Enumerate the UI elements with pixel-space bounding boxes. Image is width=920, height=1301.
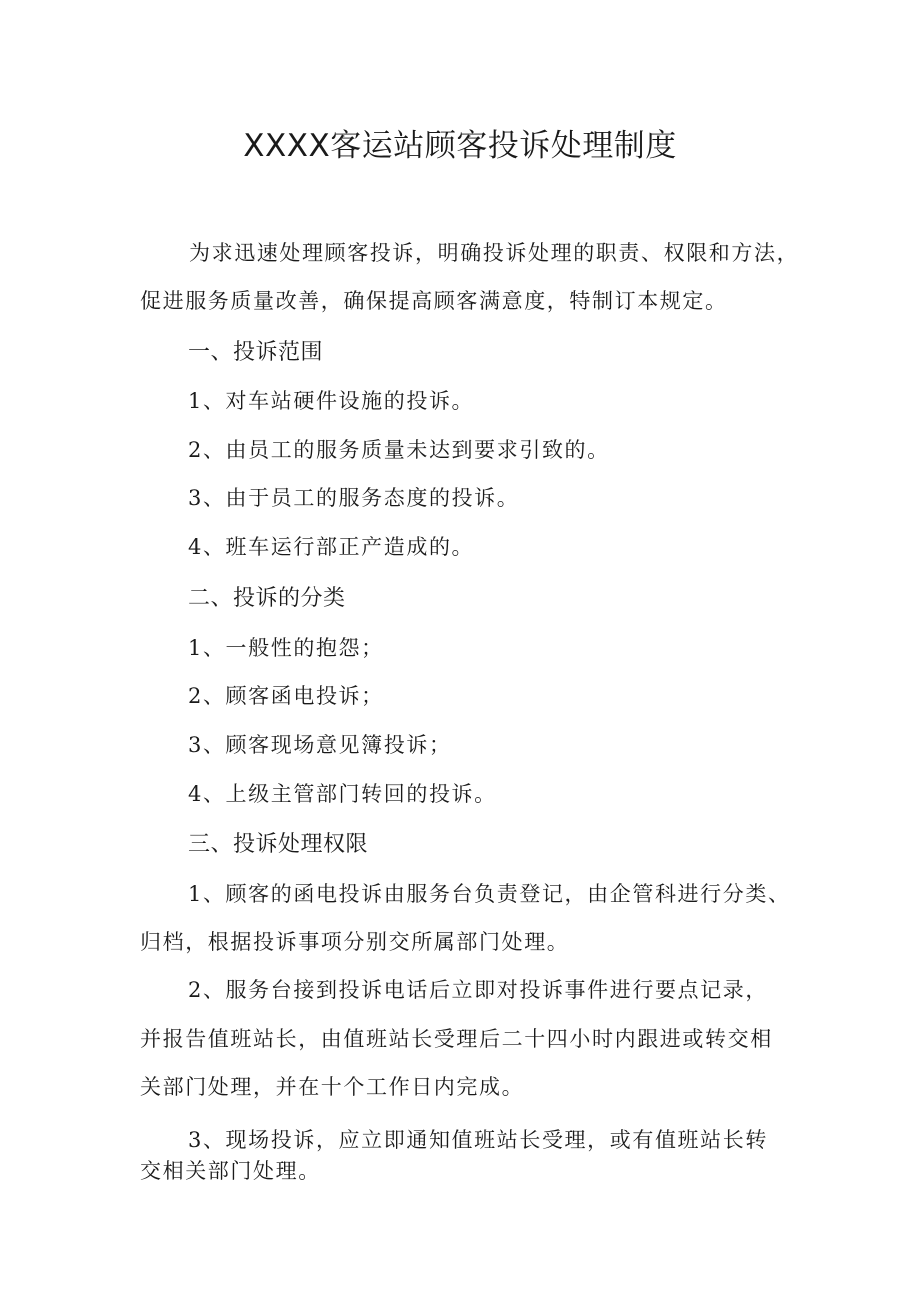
section-2-item-3: 3、顾客现场意见簿投诉； xyxy=(188,733,452,757)
section-2-item-1: 1、一般性的抱怨； xyxy=(188,636,384,660)
intro-line-2: 促进服务质量改善，确保提高顾客满意度，特制订本规定。 xyxy=(140,289,728,313)
section-2-heading: 二、投诉的分类 xyxy=(188,586,346,611)
section-2-item-2: 2、顾客函电投诉； xyxy=(188,684,384,708)
section-3-p1-line-2: 归档，根据投诉事项分别交所属部门处理。 xyxy=(140,930,570,954)
section-1-item-4: 4、班车运行部正产造成的。 xyxy=(188,535,475,559)
section-3-p2-line-1: 2、服务台接到投诉电话后立即对投诉事件进行要点记录， xyxy=(188,978,768,1002)
section-3-heading: 三、投诉处理权限 xyxy=(188,832,369,857)
document-title: XXXX客运站顾客投诉处理制度 xyxy=(243,128,677,164)
section-1-item-2: 2、由员工的服务质量未达到要求引致的。 xyxy=(188,438,610,462)
section-3-p1-line-1: 1、顾客的函电投诉由服务台负责登记，由企管科进行分类、 xyxy=(188,882,791,906)
section-3-p3-line-2: 交相关部门处理。 xyxy=(140,1159,321,1183)
section-1-item-1: 1、对车站硬件设施的投诉。 xyxy=(188,389,475,413)
intro-line-1: 为求迅速处理顾客投诉，明确投诉处理的职责、权限和方法， xyxy=(189,241,800,265)
section-3-p3-line-1: 3、现场投诉，应立即通知值班站长受理，或有值班站长转 xyxy=(188,1128,768,1152)
section-1-heading: 一、投诉范围 xyxy=(188,340,324,365)
section-2-item-4: 4、上级主管部门转回的投诉。 xyxy=(188,782,497,806)
section-1-item-3: 3、由于员工的服务态度的投诉。 xyxy=(188,486,520,510)
section-3-p2-line-3: 关部门处理，并在十个工作日内完成。 xyxy=(140,1075,525,1099)
section-3-p2-line-2: 并报告值班站长，由值班站长受理后二十四小时内跟进或转交相 xyxy=(140,1027,773,1051)
